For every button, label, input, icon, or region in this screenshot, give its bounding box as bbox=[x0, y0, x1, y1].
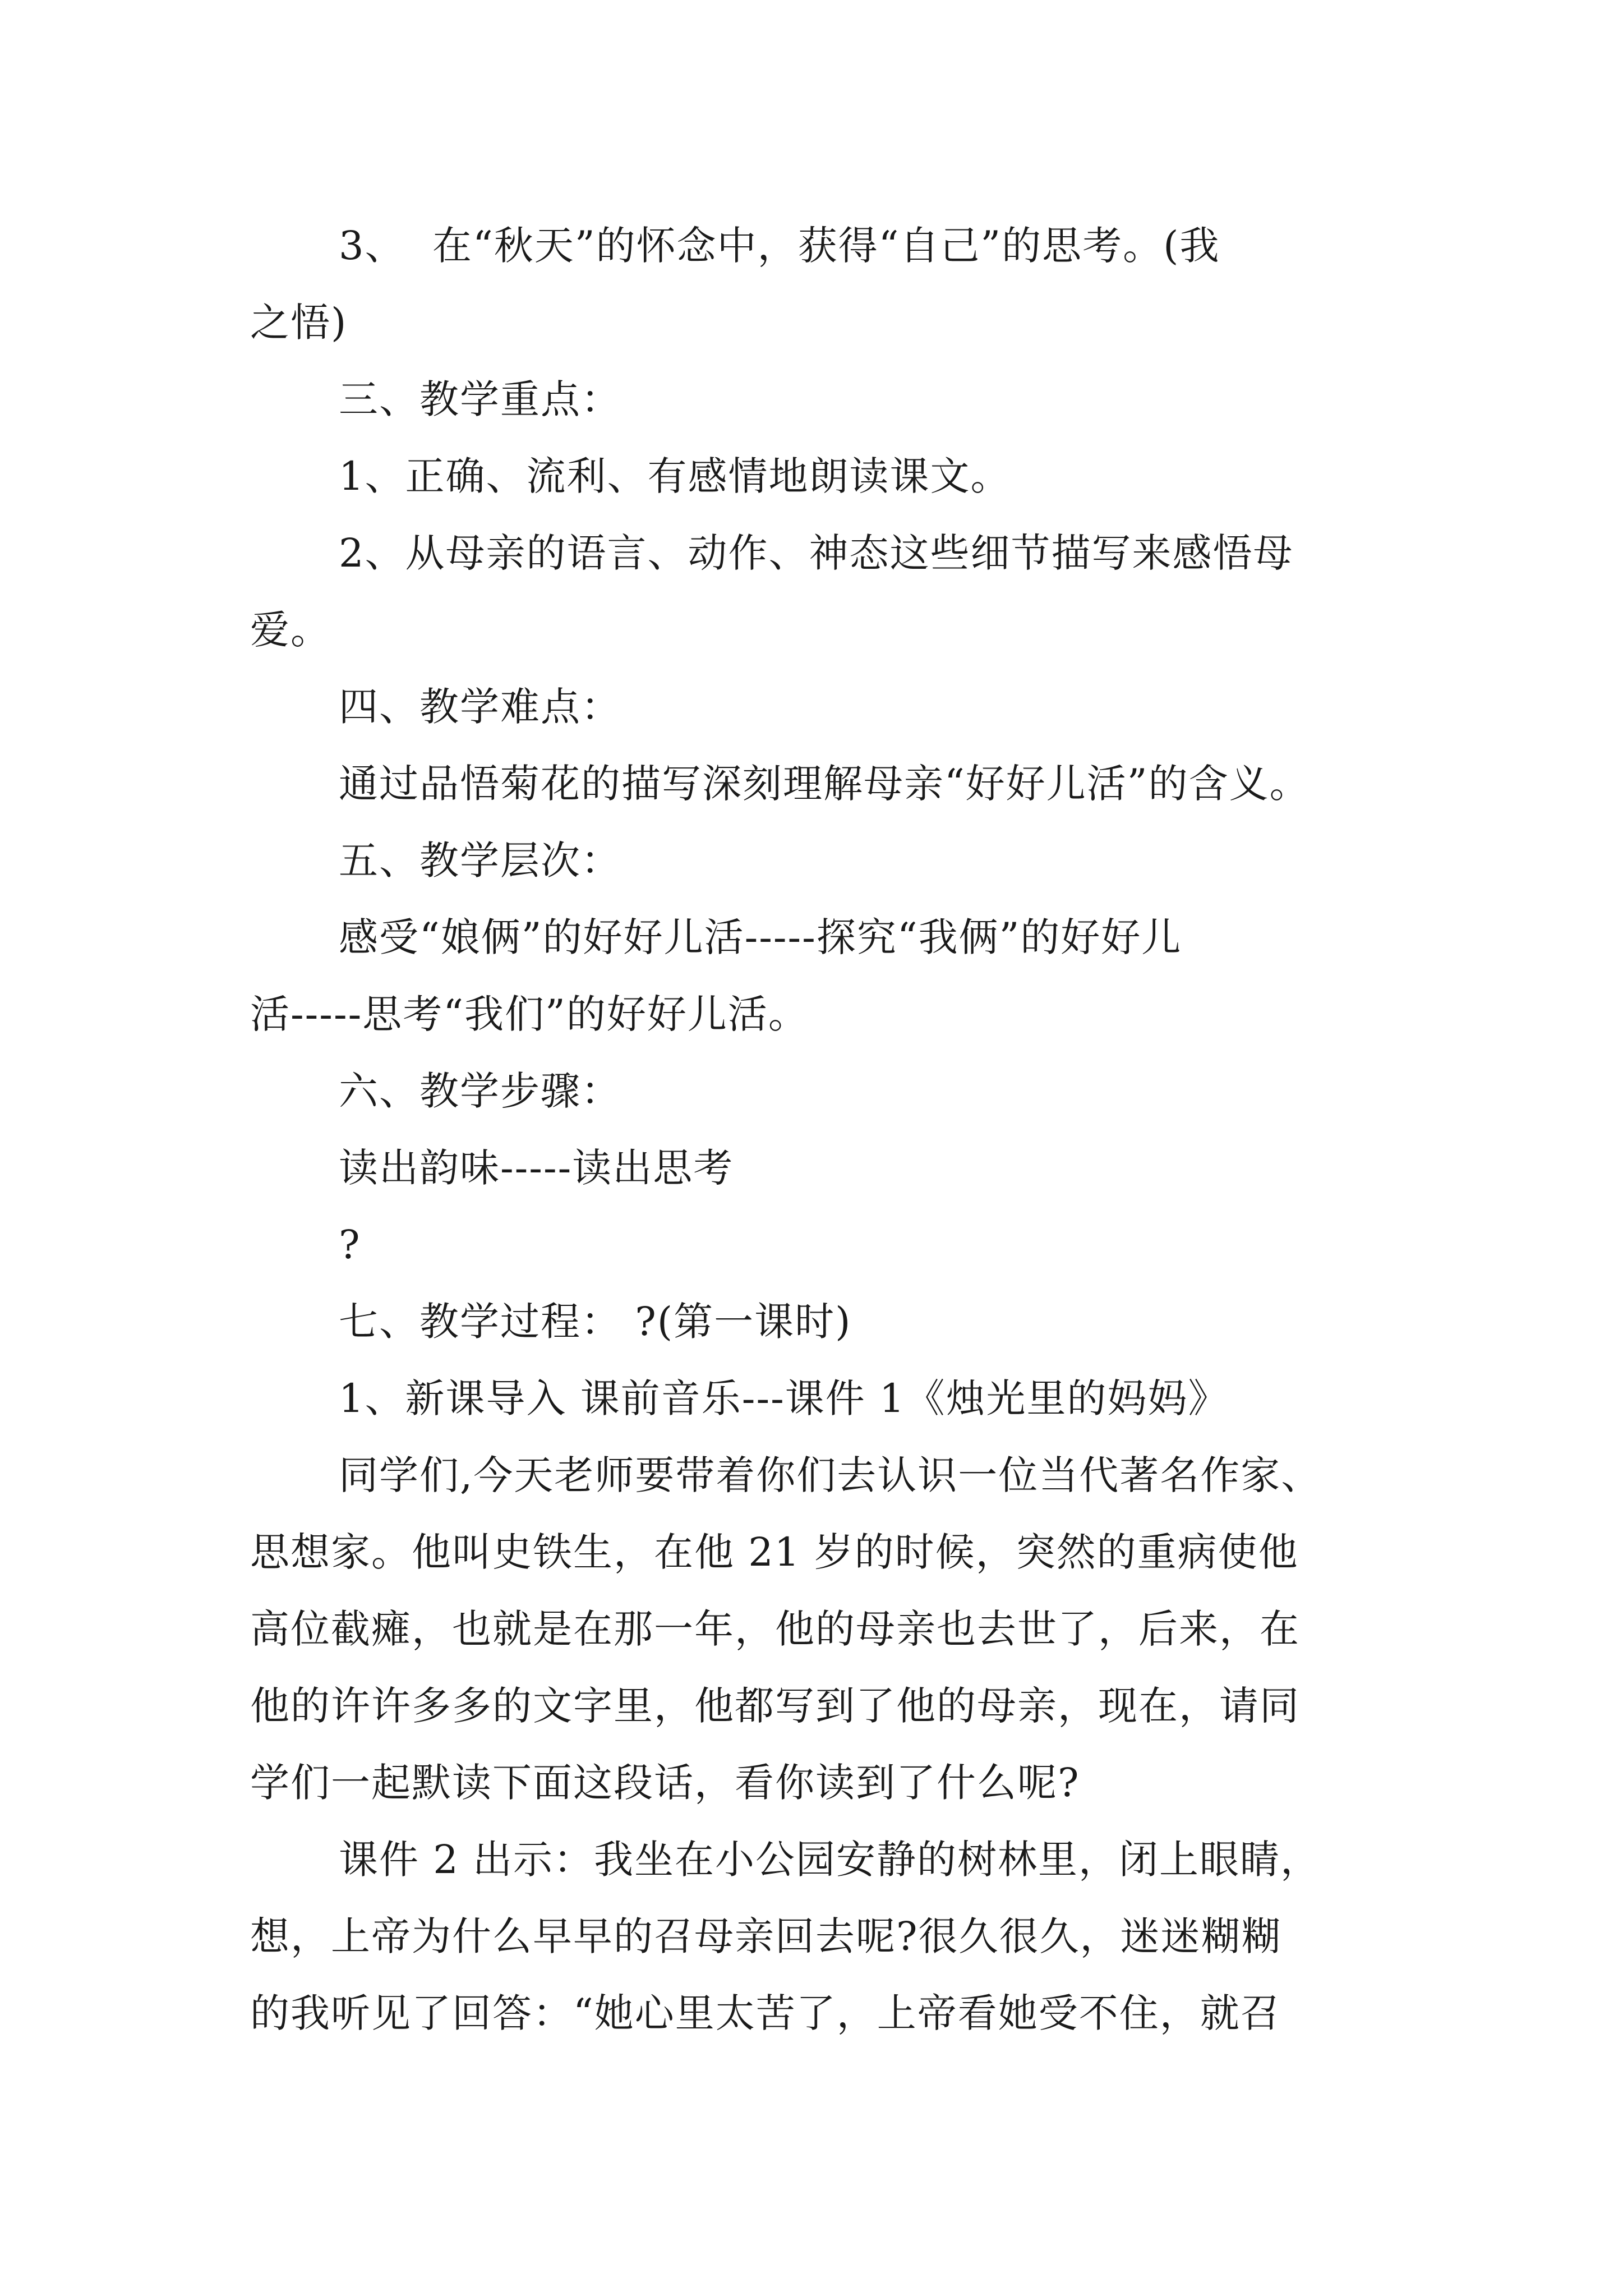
text-line: 2、从母亲的语言、动作、神态这些细节描写来感悟母 bbox=[339, 530, 1294, 576]
section-heading: 三、教学重点： bbox=[339, 376, 621, 422]
text-line: 高位截瘫，也就是在那一年，他的母亲也去世了，后来，在 bbox=[250, 1606, 1300, 1652]
text-line: 之悟) bbox=[250, 300, 348, 346]
text-line: 1、新课导入 课前音乐---课件 1《烛光里的妈妈》 bbox=[339, 1375, 1229, 1421]
text-line: 想，上帝为什么早早的召母亲回去呢?很久很久，迷迷糊糊 bbox=[250, 1913, 1282, 1959]
text-line: 学们一起默读下面这段话，看你读到了什么呢? bbox=[250, 1760, 1080, 1806]
section-heading: 七、教学过程： ?(第一课时) bbox=[339, 1299, 852, 1345]
text-line: 爱。 bbox=[250, 607, 331, 653]
text-line: ? bbox=[339, 1222, 361, 1268]
text-line: 感受“娘俩”的好好儿活-----探究“我俩”的好好儿 bbox=[339, 914, 1182, 960]
document-body bbox=[250, 208, 1377, 2052]
text-line: 活-----思考“我们”的好好儿活。 bbox=[250, 991, 809, 1037]
text-line: 通过品悟菊花的描写深刻理解母亲“好好儿活”的含义。 bbox=[339, 761, 1310, 807]
text-line: 课件 2 出示：我坐在小公园安静的树林里，闭上眼睛， bbox=[339, 1837, 1321, 1883]
text-line: 1、正确、流利、有感情地朗读课文。 bbox=[339, 453, 1011, 499]
text-line: 同学们,今天老师要带着你们去认识一位当代著名作家、 bbox=[339, 1452, 1322, 1498]
text-line: 3、 在“秋天”的怀念中，获得“自己”的思考。(我 bbox=[339, 223, 1220, 269]
text-line: 读出韵味-----读出思考 bbox=[339, 1145, 734, 1191]
text-line: 的我听见了回答：“她心里太苦了，上帝看她受不住，就召 bbox=[250, 1990, 1281, 2036]
section-heading: 五、教学层次： bbox=[339, 838, 621, 884]
text-line: 思想家。他叫史铁生，在他 21 岁的时候，突然的重病使他 bbox=[250, 1529, 1299, 1575]
text-line: 他的许许多多的文字里，他都写到了他的母亲，现在，请同 bbox=[250, 1683, 1300, 1729]
section-heading: 四、教学难点： bbox=[339, 684, 621, 730]
section-heading: 六、教学步骤： bbox=[339, 1068, 621, 1114]
